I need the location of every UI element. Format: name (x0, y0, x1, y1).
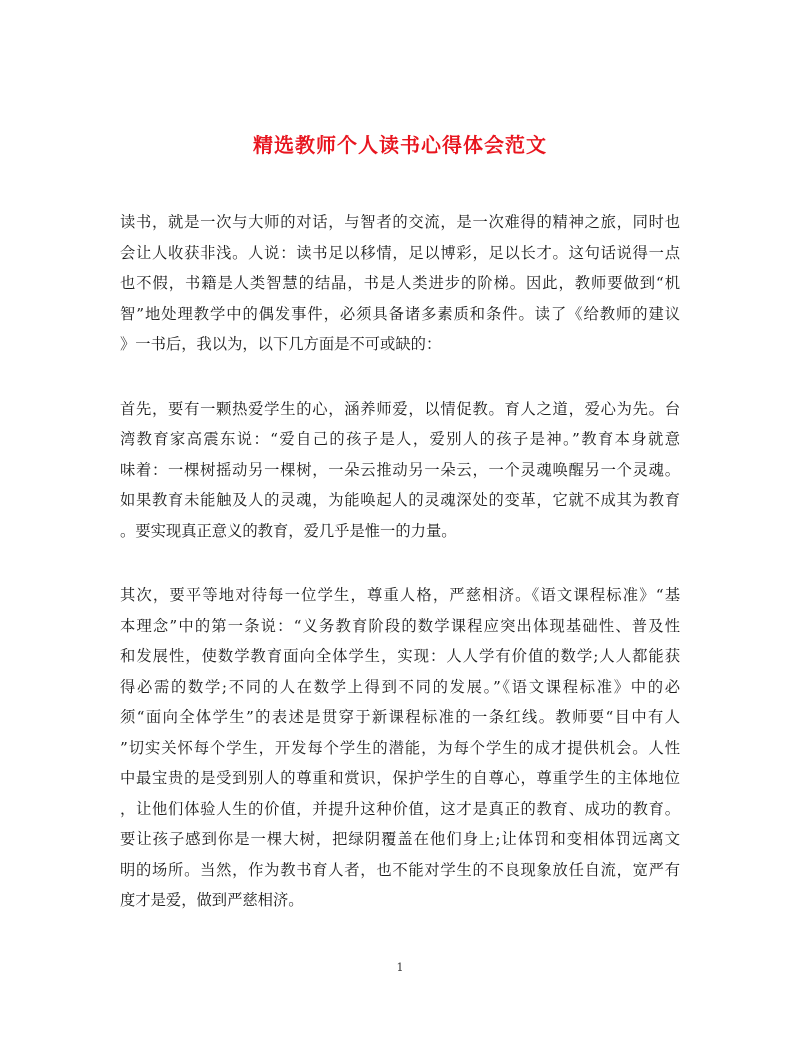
paragraph-intro (120, 207, 680, 360)
text-line: 得必需的数学;不同的人在数学上得到不同的发展。”《语文课程标准》中的必 (120, 677, 680, 696)
text-line: 会让人收获非浅。人说：读书足以移情，足以博彩，足以长才。这句话说得一点 (120, 243, 680, 262)
text-line: 也不假，书籍是人类智慧的结晶，书是人类进步的阶梯。因此，教师要做到“机 (120, 274, 680, 292)
text-line: 如果教育未能触及人的灵魂，为能唤起人的灵魂深处的变革，它就不成其为教育 (120, 491, 680, 509)
page-title: 精选教师个人读书心得体会范文 (253, 133, 547, 158)
text-line: 味着：一棵树摇动另一棵树，一朵云推动另一朵云，一个灵魂唤醒另一个灵魂。 (120, 460, 680, 479)
text-line: 本理念”中的第一条说：“义务教育阶段的数学课程应突出体现基础性、普及性 (120, 616, 680, 635)
text-line: 首先，要有一颗热爱学生的心，涵养师爱，以情促教。育人之道，爱心为先。台 (120, 399, 680, 418)
text-line: 度才是爱，做到严慈相济。 (120, 891, 304, 909)
text-line: ，让他们体验人生的价值，并提升这种价值，这才是真正的教育、成功的教育。 (120, 799, 680, 818)
text-line: 须“面向全体学生”的表述是贯穿于新课程标准的一条红线。教师要“目中有人 (120, 708, 680, 726)
document-body (120, 207, 680, 950)
text-line: 和发展性，使数学教育面向全体学生，实现：人人学有价值的数学;人人都能获 (120, 647, 680, 665)
page-number: 1 (396, 961, 404, 974)
paragraph-second-point (120, 580, 680, 916)
text-line: 智”地处理教学中的偶发事件，必须具备诸多素质和条件。读了《给教师的建议 (120, 304, 680, 323)
text-line: 其次，要平等地对待每一位学生，尊重人格，严慈相济。《语文课程标准》“基 (120, 586, 680, 604)
text-line: 明的场所。当然，作为教书育人者，也不能对学生的不良现象放任自流，宽严有 (120, 860, 680, 879)
text-line: 。要实现真正意义的教育，爱几乎是惟一的力量。 (120, 521, 457, 540)
text-line: ”切实关怀每个学生，开发每个学生的潜能，为每个学生的成才提供机会。人性 (120, 738, 680, 757)
text-line: 读书，就是一次与大师的对话，与智者的交流，是一次难得的精神之旅，同时也 (120, 213, 680, 231)
text-line: 要让孩子感到你是一棵大树，把绿阴覆盖在他们身上;让体罚和变相体罚远离文 (120, 830, 680, 848)
text-line: 》一书后，我以为，以下几方面是不可或缺的： (120, 335, 442, 353)
paragraph-first-point (120, 394, 680, 547)
text-line: 中最宝贵的是受到别人的尊重和赏识，保护学生的自尊心，尊重学生的主体地位 (120, 769, 680, 787)
text-line: 湾教育家高震东说：“爱自己的孩子是人，爱别人的孩子是神。”教育本身就意 (120, 430, 680, 448)
